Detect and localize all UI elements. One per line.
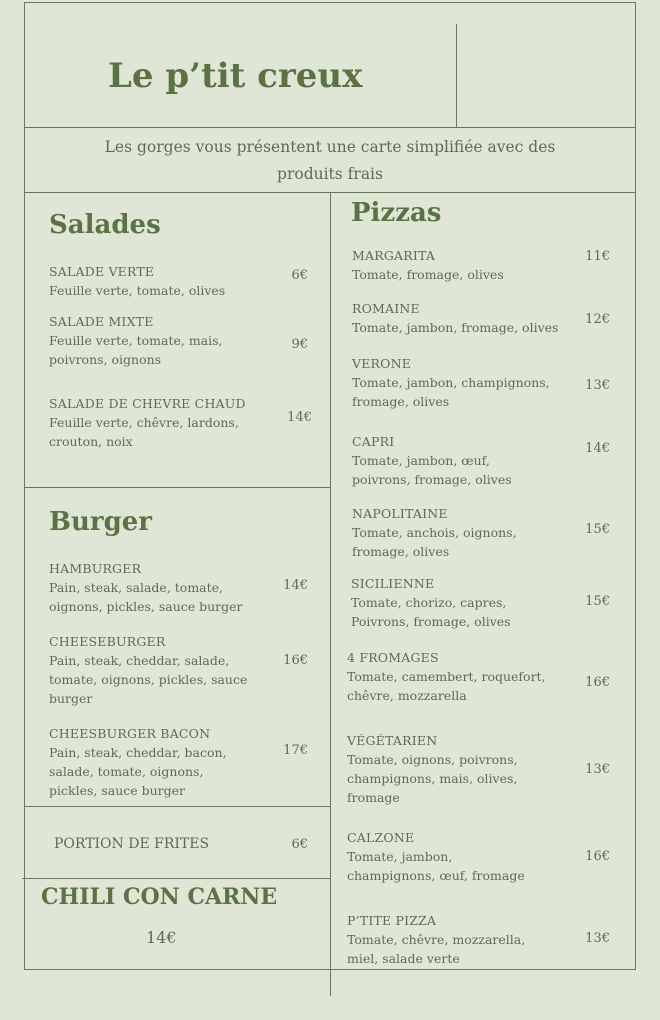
item-name: VERONE bbox=[352, 356, 412, 371]
item-desc: Tomate, oignons, poivrons, champignons, mais, olives, fromage bbox=[347, 752, 518, 805]
menu-item bbox=[49, 312, 249, 369]
menu-item bbox=[49, 262, 279, 300]
item-name: CHEESBURGER BACON bbox=[49, 726, 211, 741]
pizzas-title: Pizzas bbox=[351, 198, 442, 228]
item-desc: Feuille verte, tomate, mais, poivrons, oignons bbox=[49, 333, 223, 367]
item-name: SALADE DE CHEVRE CHAUD bbox=[49, 396, 246, 411]
item-desc: Tomate, chorizo, capres, Poivrons, fromage, olives bbox=[351, 595, 511, 629]
item-price: 14€ bbox=[585, 441, 610, 456]
menu-item bbox=[352, 504, 532, 561]
item-price: 13€ bbox=[585, 931, 610, 946]
item-name: SICILIENNE bbox=[351, 576, 435, 591]
menu-item bbox=[347, 911, 527, 968]
header-rule bbox=[24, 127, 636, 128]
item-price: 9€ bbox=[291, 337, 308, 352]
item-price: 13€ bbox=[585, 378, 610, 393]
menu-item bbox=[49, 394, 249, 451]
item-price: 16€ bbox=[585, 849, 610, 864]
item-desc: Tomate, jambon, champignons, fromage, olives bbox=[352, 375, 550, 409]
item-desc: Tomate, jambon, œuf, poivrons, fromage, olives bbox=[352, 453, 512, 487]
menu-item bbox=[352, 432, 552, 489]
menu-item bbox=[347, 731, 531, 807]
item-price: 17€ bbox=[283, 743, 308, 758]
item-desc: Tomate, camembert, roquefort, chêvre, mozzarella bbox=[347, 669, 546, 703]
item-price: 12€ bbox=[585, 312, 610, 327]
item-price: 14€ bbox=[287, 410, 312, 425]
frites-name: PORTION DE FRITES bbox=[54, 836, 210, 852]
item-name: MARGARITA bbox=[352, 248, 436, 263]
item-name: CHEESEBURGER bbox=[49, 634, 166, 649]
item-name: SALADE VERTE bbox=[49, 264, 155, 279]
salades-rule bbox=[24, 487, 330, 488]
item-price: 15€ bbox=[585, 522, 610, 537]
item-name: VÉGÉTARIEN bbox=[347, 733, 438, 748]
menu-item bbox=[351, 574, 531, 631]
item-desc: Pain, steak, salade, tomate, oignons, pickles, sauce burger bbox=[49, 580, 243, 614]
item-price: 15€ bbox=[585, 594, 610, 609]
item-name: SALADE MIXTE bbox=[49, 314, 154, 329]
menu-item bbox=[352, 354, 552, 411]
item-price: 14€ bbox=[283, 578, 308, 593]
item-name: HAMBURGER bbox=[49, 561, 142, 576]
item-desc: Pain, steak, cheddar, bacon, salade, tomate, oignons, pickles, sauce burger bbox=[49, 745, 227, 798]
menu-item bbox=[49, 559, 249, 616]
item-desc: Feuille verte, tomate, olives bbox=[49, 283, 226, 298]
item-price: 11€ bbox=[585, 249, 610, 264]
menu-subtitle: Les gorges vous présentent une carte simplifiée avec des produits frais bbox=[104, 138, 556, 183]
item-price: 16€ bbox=[585, 675, 610, 690]
item-desc: Tomate, jambon, fromage, olives bbox=[352, 320, 559, 335]
chili-price: 14€ bbox=[146, 928, 177, 947]
menu-item bbox=[49, 632, 249, 708]
item-desc: Tomate, chêvre, mozzarella, miel, salade verte bbox=[347, 932, 526, 966]
item-name: CALZONE bbox=[347, 830, 415, 845]
item-desc: Feuille verte, chêvre, lardons, crouton, noix bbox=[49, 415, 239, 449]
item-desc: Tomate, fromage, olives bbox=[352, 267, 504, 282]
frites-rule bbox=[22, 878, 330, 879]
header-divider bbox=[456, 24, 457, 128]
restaurant-title: Le p’tit creux bbox=[108, 56, 363, 96]
menu-item bbox=[352, 299, 572, 337]
burger-title: Burger bbox=[49, 507, 152, 537]
item-desc: Tomate, jambon, champignons, œuf, fromage bbox=[347, 849, 525, 883]
item-price: 16€ bbox=[283, 653, 308, 668]
item-desc: Tomate, anchois, oignons, fromage, olives bbox=[352, 525, 517, 559]
menu-item bbox=[347, 648, 547, 705]
menu-item bbox=[49, 724, 255, 800]
item-price: 13€ bbox=[585, 762, 610, 777]
burger-rule bbox=[24, 806, 330, 807]
item-name: CAPRI bbox=[352, 434, 395, 449]
menu-item bbox=[352, 246, 572, 284]
item-price: 6€ bbox=[291, 268, 308, 283]
salades-title: Salades bbox=[49, 210, 161, 240]
chili-name: CHILI CON CARNE bbox=[41, 884, 278, 910]
item-name: NAPOLITAINE bbox=[352, 506, 448, 521]
column-divider bbox=[330, 192, 331, 996]
item-desc: Pain, steak, cheddar, salade, tomate, oignons, pickles, sauce burger bbox=[49, 653, 248, 706]
item-name: P’TITE PIZZA bbox=[347, 913, 437, 928]
menu-item bbox=[347, 828, 543, 885]
frites-price: 6€ bbox=[291, 837, 308, 852]
item-name: 4 FROMAGES bbox=[347, 650, 439, 665]
item-name: ROMAINE bbox=[352, 301, 420, 316]
